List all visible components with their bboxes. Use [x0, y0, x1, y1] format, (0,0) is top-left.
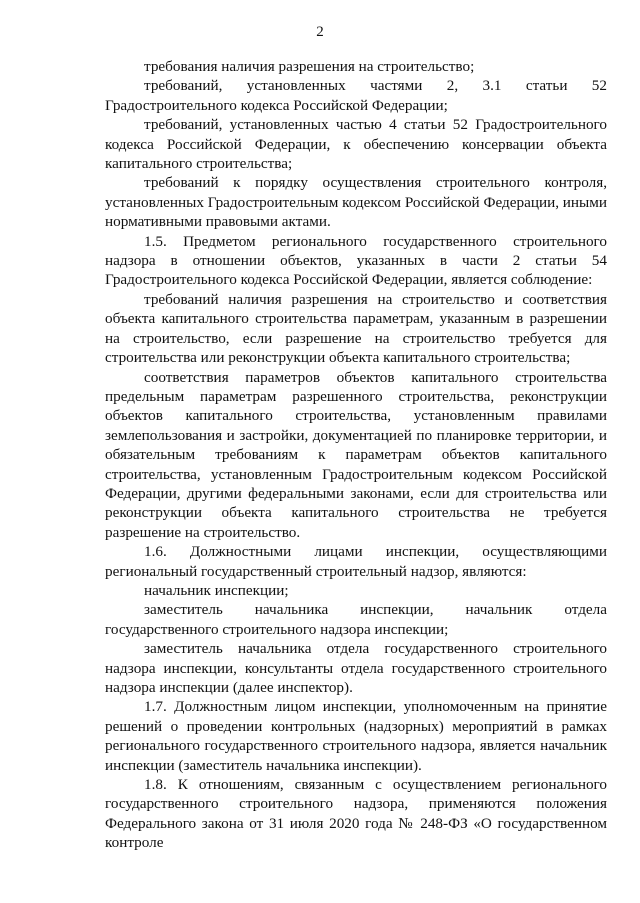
page-number: 2	[316, 24, 324, 40]
paragraph: начальник инспекции;	[144, 581, 289, 599]
paragraph: требований наличия разрешения на строительство и соответствия объекта капитального строительства параметрам, указанным в разрешении на строительство, если разрешение на строительство требуется для строительства или реконструкции объекта капитального строительства;	[105, 290, 607, 367]
paragraph: 1.7. Должностным лицом инспекции, уполномоченным на принятие решений о проведении контрольных (надзорных) мероприятий в рамках регионального государственного строительного надзора, является начальник инспекции (заместитель начальника инспекции).	[105, 698, 607, 774]
paragraph: соответствия параметров объектов капитального строительства предельным параметрам разрешенного строительства, реконструкции объектов капитального строительства, установленным правилами землепользования и застройки, документацией по планировке территории, и обязательным требованиям к параметрам объектов капитального строительства, установленным Градостроительным кодексом Российской Федерации, другими федеральными законами, если для строительства или реконструкции объекта капитального строительства не требуется разрешение на строительство.	[105, 368, 607, 541]
paragraph: требований к порядку осуществления строительного контроля, установленных Градостроительным кодексом Российской Федерации, иными нормативными правовыми актами.	[105, 174, 607, 231]
paragraph: заместитель начальника инспекции, начальник отдела государственного строительного надзора инспекции;	[105, 601, 607, 638]
document-body	[105, 57, 607, 853]
paragraph: требований, установленных частями 2, 3.1 статьи 52 Градостроительного кодекса Российской Федерации;	[105, 77, 607, 114]
paragraph: требования наличия разрешения на строительство;	[144, 58, 475, 75]
paragraph: 1.5. Предметом регионального государственного строительного надзора в отношении объектов, указанных в части 2 статьи 54 Градостроительного кодекса Российской Федерации, является соблюдение:	[105, 232, 607, 289]
paragraph: требований, установленных частью 4 статьи 52 Градостроительного кодекса Российской Федерации, к обеспечению консервации объекта капитального строительства;	[105, 116, 607, 173]
paragraph: 1.6. Должностными лицами инспекции, осуществляющими региональный государственный строительный надзор, являются:	[105, 543, 607, 580]
paragraph: 1.8. К отношениям, связанным с осуществлением регионального государственного строительного надзора, применяются положения Федерального закона от 31 июля 2020 года № 248-ФЗ «О государственном контроле	[105, 776, 607, 852]
paragraph: заместитель начальника отдела государственного строительного надзора инспекции, консультанты отдела государственного строительного надзора инспекции (далее инспектор).	[105, 640, 607, 696]
